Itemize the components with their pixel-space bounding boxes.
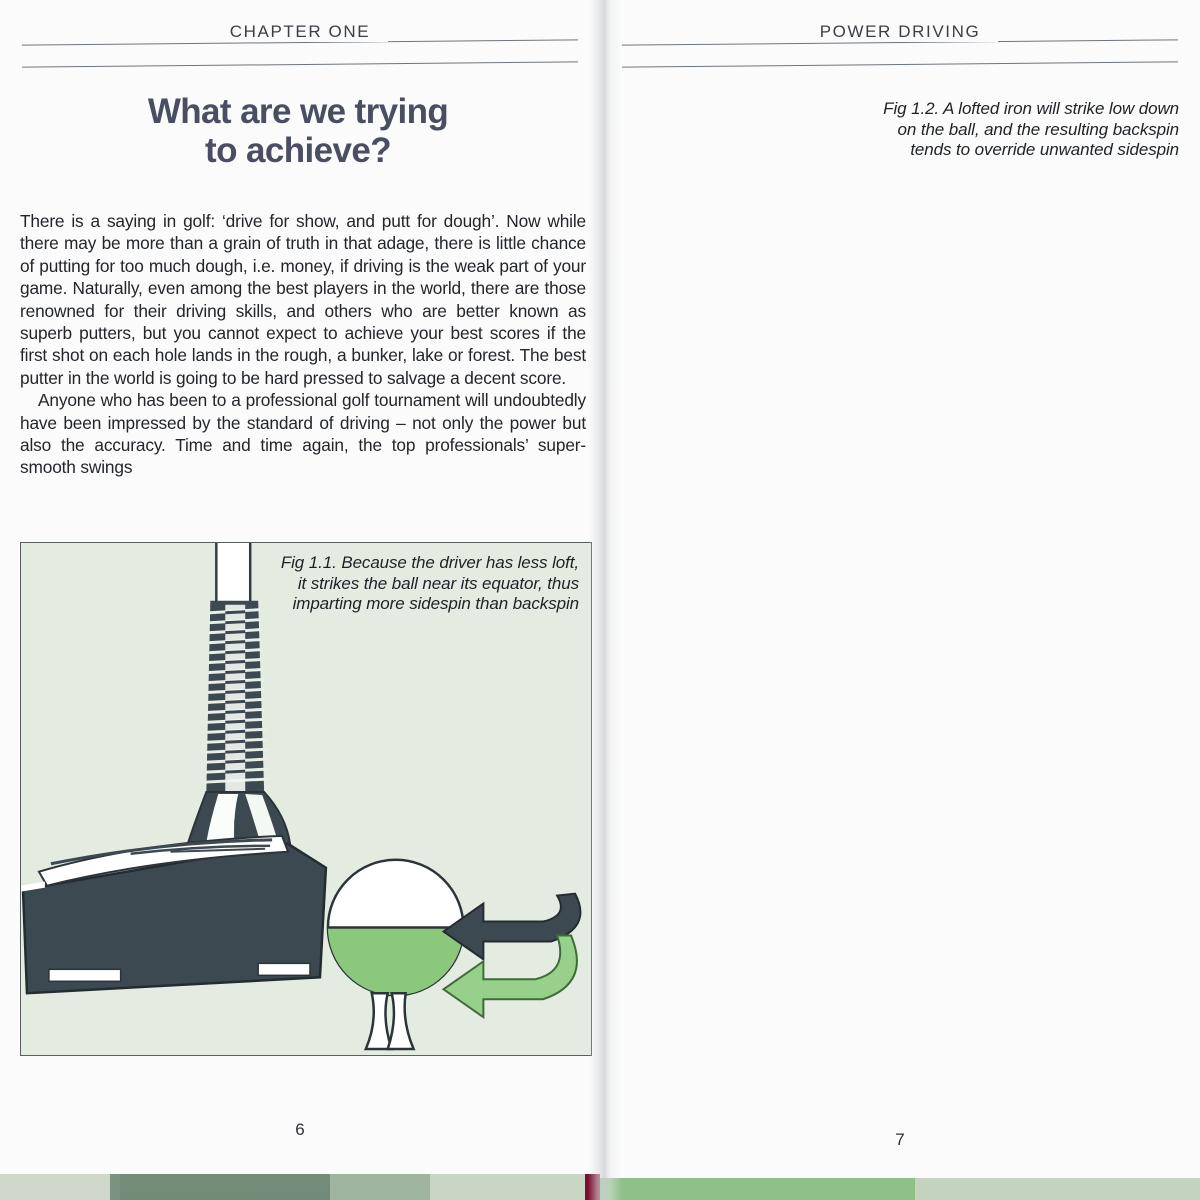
figure-1-2-caption: Fig 1.2. A lofted iron will strike low down on the ball, and the resulting backspin tends to override unwanted sidespin — [883, 99, 1179, 160]
paragraph: There is a saying in golf: ‘drive for show, and putt for dough’. Now while there may be more than a grain of truth in that adage, there is little chance of putting for too much dough, i.e. money, if driving is the weak part of your game. Naturally, even among the best players in the world, there are those renowned for their driving skills, and others who are better known as superb putters, but you cannot expect to achieve your best scores if the first shot on each hole lands in the rough, a bunker, lake or forest. The best putter in the world is going to be hard pressed to salvage a decent score. — [20, 211, 586, 388]
figure-1-1-art — [21, 543, 591, 1055]
folio-right: 7 — [895, 1130, 905, 1149]
rule-bottom — [622, 61, 1178, 67]
right-page — [600, 0, 1200, 1178]
section-label: POWER DRIVING — [802, 22, 999, 42]
left-running-head — [22, 22, 578, 68]
page-title-line-2: to achieve? — [205, 131, 391, 171]
page-title — [30, 92, 566, 170]
paragraph: Anyone who has been to a professional golf tournament will undoubtedly have been impressed by the standard of driving – not only the power but also the accuracy. Time and time again, the top professionals’ super-smooth swings — [20, 390, 586, 478]
rule-bottom — [22, 61, 578, 67]
figure-1-1-caption: Fig 1.1. Because the driver has less loft, it strikes the ball near its equator, thus imparting more sidespin than backspin — [280, 553, 579, 614]
right-running-head — [622, 22, 1178, 68]
page-title-line-1: What are we trying — [147, 92, 449, 131]
left-page — [0, 0, 600, 1174]
folio-left: 6 — [295, 1120, 305, 1139]
figure-1-1 — [20, 542, 592, 1056]
left-body-copy — [20, 210, 586, 479]
chapter-label: CHAPTER ONE — [212, 22, 388, 42]
